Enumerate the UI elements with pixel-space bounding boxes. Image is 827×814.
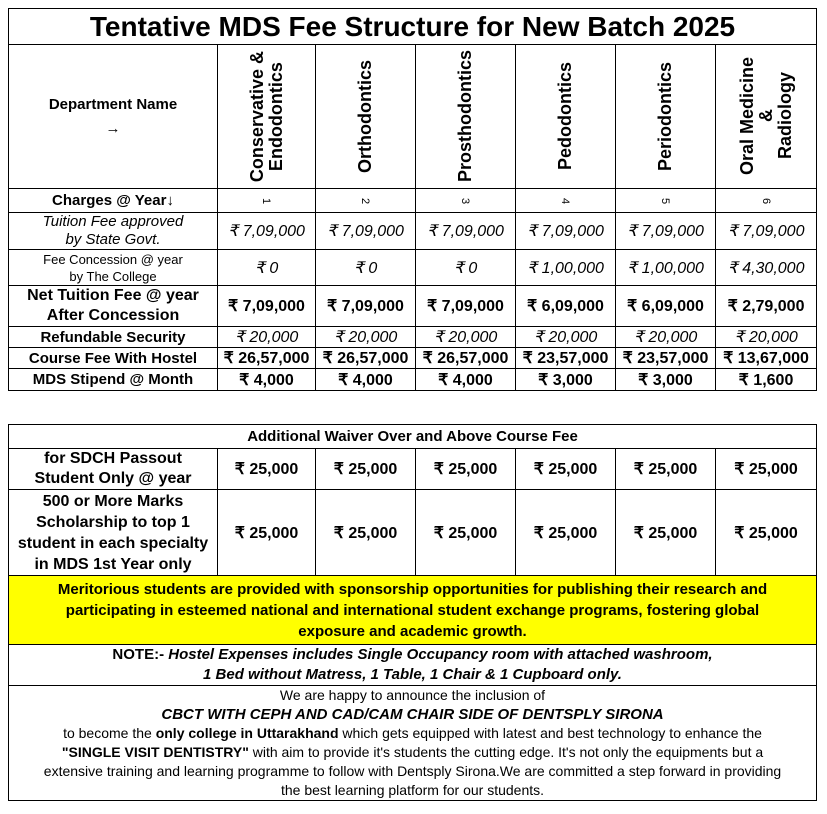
dept-header-prosthodontics: Prosthodontics [416,45,516,189]
cbct-heading: CBCT WITH CEPH AND CAD/CAM CHAIR SIDE OF DENTSPLY SIRONA [161,706,664,723]
dept-index: 4 [516,189,616,213]
table-cell: ₹ 13,67,000 [716,348,817,369]
table-cell: ₹ 0 [316,250,416,286]
table-cell: ₹ 20,000 [616,327,716,348]
waiver-heading: Additional Waiver Over and Above Course Fee [9,425,817,449]
table-cell: ₹ 4,30,000 [716,250,817,286]
table-cell: ₹ 7,09,000 [716,213,817,250]
table-cell: ₹ 1,00,000 [516,250,616,286]
table-cell: ₹ 7,09,000 [218,213,316,250]
right-arrow-icon: → [105,119,121,137]
waiver-table [8,424,817,801]
table-cell: ₹ 3,000 [516,369,616,391]
table-cell: ₹ 7,09,000 [616,213,716,250]
table-cell: ₹ 4,000 [218,369,316,391]
table-cell: ₹ 7,09,000 [416,213,516,250]
table-cell: ₹ 25,000 [616,449,716,490]
table-cell: ₹ 23,57,000 [616,348,716,369]
table-cell: ₹ 25,000 [316,449,416,490]
table-cell: ₹ 0 [416,250,516,286]
table-cell: ₹ 25,000 [616,490,716,576]
dept-index: 6 [716,189,817,213]
hostel-note [9,645,817,686]
table-cell: ₹ 25,000 [716,449,817,490]
table-row-refundable [9,327,817,348]
tuition-label: Tuition Fee approved by State Govt. [9,213,218,250]
table-cell: ₹ 6,09,000 [516,286,616,327]
meritorious-banner: Meritorious students are provided with sponsorship opportunities for publishing their research and participating in esteemed national and international student exchange programs, fostering global exposure and academic growth. [9,576,817,645]
passout-label: for SDCH Passout Student Only @ year [9,449,218,490]
table-row-tuition [9,213,817,250]
dept-header-conservative: Conservative & Endodontics [218,45,316,189]
hostel-label: Course Fee With Hostel [9,348,218,369]
table-cell: ₹ 7,09,000 [316,286,416,327]
table-cell: ₹ 25,000 [516,449,616,490]
table-cell: ₹ 25,000 [218,449,316,490]
table-cell: ₹ 2,79,000 [716,286,817,327]
table-row-concession [9,250,817,286]
table-cell: ₹ 25,000 [516,490,616,576]
table-cell: ₹ 0 [218,250,316,286]
dept-header-pedodontics: Pedodontics [516,45,616,189]
table-cell: ₹ 25,000 [218,490,316,576]
dept-index: 5 [616,189,716,213]
dept-header-periodontics: Periodontics [616,45,716,189]
table-row-passout [9,449,817,490]
table-row-scholarship [9,490,817,576]
scholarship-label: 500 or More Marks Scholarship to top 1 student in each specialty in MDS 1st Year only [9,490,218,576]
table-cell: ₹ 1,00,000 [616,250,716,286]
net-tuition-label: Net Tuition Fee @ year After Concession [9,286,218,327]
table-cell: ₹ 1,600 [716,369,817,391]
department-label: Department Name [48,95,178,113]
table-cell: ₹ 26,57,000 [416,348,516,369]
table-cell: ₹ 20,000 [416,327,516,348]
table-cell: ₹ 25,000 [316,490,416,576]
dept-index: 1 [218,189,316,213]
table-row-net-tuition [9,286,817,327]
table-cell: ₹ 20,000 [716,327,817,348]
note-line1: Hostel Expenses includes Single Occupancy room with attached washroom, [164,646,713,663]
table-cell: ₹ 25,000 [716,490,817,576]
fee-structure-table [8,8,817,391]
table-cell: ₹ 20,000 [516,327,616,348]
table-cell: ₹ 7,09,000 [416,286,516,327]
table-row-stipend [9,369,817,391]
table-cell: ₹ 6,09,000 [616,286,716,327]
table-cell: ₹ 3,000 [616,369,716,391]
table-row-hostel [9,348,817,369]
dept-header-orthodontics: Orthodontics [316,45,416,189]
dept-index: 2 [316,189,416,213]
department-name-header [9,45,218,189]
note-line2: 1 Bed without Matress, 1 Table, 1 Chair & 1 Cupboard only. [203,666,622,683]
dept-header-oral-medicine: Oral Medicine & Radiology [716,45,817,189]
charges-label: Charges @ Year↓ [9,189,218,213]
page-title: Tentative MDS Fee Structure for New Batch 2025 [9,9,817,45]
table-cell: ₹ 23,57,000 [516,348,616,369]
table-cell: ₹ 20,000 [218,327,316,348]
dept-index: 3 [416,189,516,213]
note-prefix: NOTE:- [112,646,165,663]
table-cell: ₹ 4,000 [416,369,516,391]
table-cell: ₹ 7,09,000 [516,213,616,250]
table-cell: ₹ 26,57,000 [316,348,416,369]
table-cell: ₹ 7,09,000 [218,286,316,327]
concession-label: Fee Concession @ year by The College [9,250,218,286]
table-cell: ₹ 25,000 [416,490,516,576]
table-cell: ₹ 25,000 [416,449,516,490]
announcement: We are happy to announce the inclusion of CBCT WITH CEPH AND CAD/CAM CHAIR SIDE OF DENTSPLY SIRONA to become the only college in Uttarakhand which gets equipped with latest and best technology to enhance the "SINGLE VISIT DENTISTRY" with aim to provide it's students the cutting edge. It's not only the equipments but a extensive training and learning programme to follow with Dentsply Sirona.We are committed a step forward in providing the best learning platform for our students. [9,686,817,801]
stipend-label: MDS Stipend @ Month [9,369,218,391]
refundable-label: Refundable Security [9,327,218,348]
table-cell: ₹ 4,000 [316,369,416,391]
table-cell: ₹ 20,000 [316,327,416,348]
table-cell: ₹ 7,09,000 [316,213,416,250]
table-cell: ₹ 26,57,000 [218,348,316,369]
